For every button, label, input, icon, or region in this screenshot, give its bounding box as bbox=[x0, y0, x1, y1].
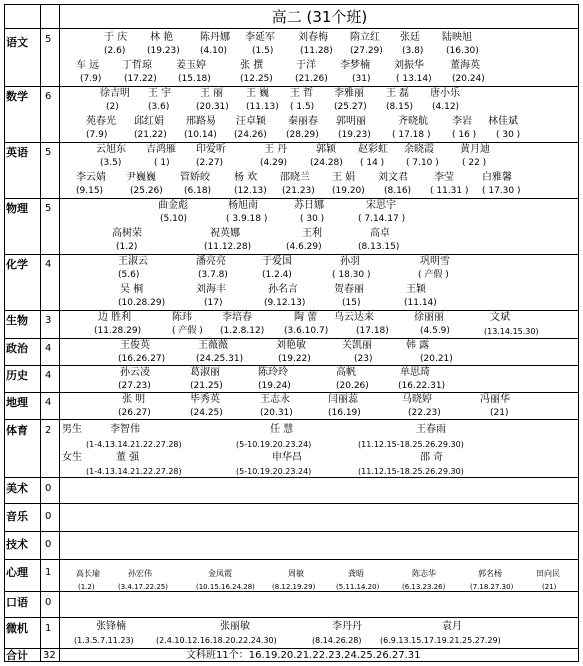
teacher-name: 王薇薇 bbox=[198, 340, 228, 351]
class-list: (25.26) bbox=[130, 186, 163, 196]
class-list: ( 18.30 ) bbox=[332, 270, 371, 280]
teacher-name: 齐晓航 bbox=[398, 116, 428, 127]
class-list: (1.3.5.7.11.23) bbox=[74, 636, 134, 645]
subject-label: 合计 bbox=[6, 649, 28, 662]
teacher-count: 3 bbox=[45, 315, 52, 326]
teacher-name: 于 庆 bbox=[104, 32, 128, 43]
teacher-name: 李延军 bbox=[245, 32, 275, 43]
class-list: (21.25) bbox=[190, 381, 223, 391]
teacher-name: 高卓 bbox=[370, 228, 390, 239]
teacher-name: 陈志华 bbox=[412, 569, 436, 578]
class-list: (6.13.23.26) bbox=[402, 583, 446, 591]
subject-label: 地理 bbox=[6, 396, 28, 409]
class-list: (22.23) bbox=[408, 408, 441, 418]
teacher-count: 4 bbox=[45, 370, 52, 381]
class-list: (21) bbox=[490, 408, 509, 418]
teacher-name: 刘海丰 bbox=[196, 284, 226, 295]
class-list: ( 7.10 ) bbox=[406, 158, 439, 168]
teacher-count: 0 bbox=[45, 539, 52, 550]
teacher-name: 丁哲琼 bbox=[122, 60, 152, 71]
teacher-count: 2 bbox=[45, 425, 52, 436]
teacher-name: 郭颖 bbox=[316, 144, 336, 155]
teacher-name: 李云婧 bbox=[76, 172, 106, 183]
class-list: ( 产假 ) bbox=[172, 326, 203, 336]
teacher-name: 李智伟 bbox=[110, 424, 140, 435]
class-list: (7.9) bbox=[86, 130, 108, 140]
class-list: (19.23) bbox=[338, 130, 371, 140]
class-list: ( 22 ) bbox=[462, 158, 487, 168]
teacher-name: 秦丽春 bbox=[288, 116, 318, 127]
teacher-name: 苏日娜 bbox=[294, 200, 324, 211]
teacher-name: 冯丽华 bbox=[480, 394, 510, 405]
class-list: (20.31) bbox=[260, 408, 293, 418]
class-list: (4.10) bbox=[200, 46, 228, 56]
class-list: (3.8) bbox=[402, 46, 424, 56]
class-list: (5.11.14.20) bbox=[336, 583, 380, 591]
subject-label: 音乐 bbox=[6, 510, 28, 523]
teacher-name: 张 明 bbox=[122, 394, 146, 405]
row-divider bbox=[4, 254, 579, 255]
teacher-count: 5 bbox=[45, 147, 52, 158]
teacher-name: 李梦楠 bbox=[340, 60, 370, 71]
class-list: (11.13) bbox=[246, 102, 279, 112]
gender-label: 女生 bbox=[62, 452, 82, 463]
class-list: (26.27) bbox=[118, 408, 151, 418]
teacher-name: 王 巍 bbox=[246, 88, 270, 99]
teacher-name: 董 强 bbox=[116, 452, 140, 463]
teacher-name: 高长瑜 bbox=[76, 569, 100, 578]
teacher-name: 李雅丽 bbox=[334, 88, 364, 99]
class-list: (1.2.8.12) bbox=[220, 326, 265, 336]
teacher-name: 赵彩虹 bbox=[358, 144, 388, 155]
class-list: ( 17.18 ) bbox=[392, 130, 431, 140]
teacher-name: 刘艳敏 bbox=[276, 340, 306, 351]
class-list: (25.27) bbox=[334, 102, 367, 112]
teacher-count: 0 bbox=[45, 483, 52, 494]
class-list: (10.15.16.24.28) bbox=[196, 583, 255, 591]
teacher-name: 李丹丹 bbox=[332, 621, 362, 632]
class-list: (3.5) bbox=[100, 158, 122, 168]
teacher-name: 隋立红 bbox=[350, 32, 380, 43]
teacher-name: 吴 桐 bbox=[120, 284, 144, 295]
teacher-name: 苑春光 bbox=[86, 116, 116, 127]
class-list: (1.5) bbox=[252, 46, 274, 56]
subject-label: 生物 bbox=[6, 314, 28, 327]
class-list: (16.26.27) bbox=[118, 354, 166, 364]
teacher-count: 1 bbox=[45, 567, 52, 578]
class-list: (2) bbox=[106, 102, 119, 112]
class-list: (3.6.10.7) bbox=[284, 326, 329, 336]
teacher-name: 周敏 bbox=[288, 569, 304, 578]
teacher-name: 汪卓颖 bbox=[236, 116, 266, 127]
gender-label: 男生 bbox=[62, 424, 82, 435]
class-list: ( 产假 ) bbox=[418, 270, 449, 280]
class-list: (8.16) bbox=[384, 186, 412, 196]
class-list: (24.26) bbox=[234, 130, 267, 140]
subject-label: 技术 bbox=[6, 538, 28, 551]
row-divider bbox=[4, 419, 579, 420]
row-divider bbox=[4, 86, 579, 87]
class-list: (3.4.17.22.25) bbox=[118, 583, 168, 591]
teacher-name: 金凤霞 bbox=[208, 569, 232, 578]
teacher-name: 张廷 bbox=[400, 32, 420, 43]
subject-label: 英语 bbox=[6, 146, 28, 159]
teacher-name: 李培春 bbox=[222, 312, 252, 323]
class-list: (16.30) bbox=[446, 46, 479, 56]
row-divider bbox=[4, 648, 579, 649]
class-list: (19.23) bbox=[147, 46, 180, 56]
class-list: (16.19) bbox=[328, 408, 361, 418]
teacher-name: 孙名言 bbox=[268, 284, 298, 295]
class-list: (19.24) bbox=[258, 381, 291, 391]
class-list: (28.29) bbox=[286, 130, 319, 140]
teacher-name: 孙羽 bbox=[340, 256, 360, 267]
row-divider bbox=[4, 392, 579, 393]
teacher-name: 王 宇 bbox=[148, 88, 172, 99]
class-list: (6.18) bbox=[184, 186, 212, 196]
teacher-name: 余晓霞 bbox=[404, 144, 434, 155]
class-list: (1.2.4) bbox=[262, 270, 292, 280]
teacher-count: 4 bbox=[45, 397, 52, 408]
teacher-name: 林佳斌 bbox=[488, 116, 518, 127]
teacher-count: 4 bbox=[45, 259, 52, 270]
teacher-name: 乌云达来 bbox=[334, 312, 374, 323]
teacher-name: 陈玲玲 bbox=[258, 367, 288, 378]
class-list: (9.15) bbox=[76, 186, 104, 196]
teacher-name: 董海英 bbox=[450, 60, 480, 71]
teacher-name: 王 娟 bbox=[332, 172, 356, 183]
teacher-name: 王淑云 bbox=[118, 256, 148, 267]
teacher-name: 王颖 bbox=[406, 284, 426, 295]
class-list: (11.14) bbox=[404, 298, 437, 308]
class-list: (20.21) bbox=[420, 354, 453, 364]
teacher-name: 马晓婷 bbox=[402, 394, 432, 405]
teacher-name: 唐小乐 bbox=[430, 88, 460, 99]
class-list: (3.7.8) bbox=[198, 270, 228, 280]
teacher-count: 5 bbox=[45, 203, 52, 214]
class-list: (2.27) bbox=[196, 158, 224, 168]
teacher-name: 姜玉婷 bbox=[176, 60, 206, 71]
teacher-name: 巩明雪 bbox=[420, 256, 450, 267]
teacher-name: 黄月迪 bbox=[460, 144, 490, 155]
teacher-name: 杨 欢 bbox=[234, 172, 258, 183]
class-list: (23) bbox=[354, 354, 373, 364]
class-list: (16.22.31) bbox=[398, 381, 446, 391]
teacher-name: 王俊英 bbox=[120, 340, 150, 351]
teacher-name: 于爱国 bbox=[262, 256, 292, 267]
class-list: (11.28.29) bbox=[94, 326, 142, 336]
teacher-name: 刘春梅 bbox=[298, 32, 328, 43]
teacher-name: 郭名杨 bbox=[478, 569, 502, 578]
row-divider bbox=[4, 28, 579, 29]
class-list: (5-10.19.20.23.24) bbox=[236, 467, 312, 476]
teacher-name: 管娇皎 bbox=[180, 172, 210, 183]
class-list: ( 13.14) bbox=[396, 74, 432, 84]
class-list: (5.6) bbox=[118, 270, 140, 280]
teacher-name: 李莹 bbox=[434, 172, 454, 183]
teacher-name: 潘亮亮 bbox=[196, 256, 226, 267]
subject-label: 化学 bbox=[6, 258, 28, 271]
teacher-name: 吉鸿雁 bbox=[146, 144, 176, 155]
class-list: ( 1) bbox=[154, 158, 170, 168]
teacher-name: 龚晤 bbox=[348, 569, 364, 578]
teacher-name: 王 哲 bbox=[290, 88, 314, 99]
class-list: (4.6.29) bbox=[286, 242, 322, 252]
row-divider bbox=[4, 198, 579, 199]
teacher-name: 任 慧 bbox=[270, 424, 294, 435]
teacher-name: 陆映旭 bbox=[442, 32, 472, 43]
class-list: (11.12.15-18.25.26.29.30) bbox=[358, 440, 464, 449]
class-list: ( 17.30 ) bbox=[482, 186, 521, 196]
subject-label: 微机 bbox=[6, 622, 28, 635]
class-list: (10.14) bbox=[184, 130, 217, 140]
teacher-name: 刘文君 bbox=[378, 172, 408, 183]
teacher-name: 曲金彪 bbox=[158, 200, 188, 211]
teacher-name: 李岩 bbox=[452, 116, 472, 127]
teacher-name: 高树荣 bbox=[112, 228, 142, 239]
teacher-name: 邵 奇 bbox=[420, 452, 444, 463]
teacher-name: 郭明丽 bbox=[336, 116, 366, 127]
teacher-name: 王 丹 bbox=[264, 144, 288, 155]
class-list: (20.26) bbox=[336, 381, 369, 391]
class-list: (4.12) bbox=[432, 102, 460, 112]
teacher-name: 张丽敏 bbox=[220, 621, 250, 632]
class-list: (20.31) bbox=[196, 102, 229, 112]
teacher-count: 5 bbox=[45, 34, 52, 45]
teacher-name: 关凯丽 bbox=[342, 340, 372, 351]
class-list: (13.14.15.30) bbox=[484, 327, 539, 336]
teacher-name: 白雅馨 bbox=[482, 172, 512, 183]
class-list: (1.2) bbox=[116, 242, 138, 252]
class-list: (21.23) bbox=[282, 186, 315, 196]
teacher-name: 尹巍巍 bbox=[126, 172, 156, 183]
class-list: (4.29) bbox=[260, 158, 288, 168]
teacher-name: 印爱听 bbox=[196, 144, 226, 155]
teacher-name: 徐丽丽 bbox=[414, 312, 444, 323]
teacher-count: 0 bbox=[45, 597, 52, 608]
class-list: (9.12.13) bbox=[264, 298, 306, 308]
class-list: (7.9) bbox=[80, 74, 102, 84]
teacher-count: 32 bbox=[43, 650, 56, 661]
class-list: (8.12.19.29) bbox=[272, 583, 316, 591]
teacher-name: 王志永 bbox=[260, 394, 290, 405]
teacher-name: 于洋 bbox=[296, 60, 316, 71]
class-list: (8.15) bbox=[386, 102, 414, 112]
row-divider bbox=[4, 142, 579, 143]
teacher-name: 张锋楠 bbox=[96, 621, 126, 632]
teacher-name: 徐吉明 bbox=[100, 88, 130, 99]
teacher-name: 邱红娟 bbox=[134, 116, 164, 127]
teacher-name: 云旭东 bbox=[96, 144, 126, 155]
teacher-name: 单思琦 bbox=[400, 367, 430, 378]
row-divider bbox=[4, 310, 579, 311]
class-list: ( 30 ) bbox=[496, 130, 521, 140]
teacher-name: 王利 bbox=[302, 228, 322, 239]
teacher-name: 陈玮 bbox=[172, 312, 192, 323]
class-list: (21.22) bbox=[134, 130, 167, 140]
subject-label: 政治 bbox=[6, 342, 28, 355]
class-list: (15) bbox=[342, 298, 361, 308]
teacher-name: 宋思宇 bbox=[366, 200, 396, 211]
class-list: (27.29) bbox=[350, 46, 383, 56]
teacher-name: 王 丽 bbox=[200, 88, 224, 99]
teacher-name: 文斌 bbox=[490, 312, 510, 323]
teacher-name: 陈丹娜 bbox=[200, 32, 230, 43]
teacher-name: 葛淑丽 bbox=[190, 367, 220, 378]
class-list: (1.2) bbox=[78, 583, 95, 591]
class-list: (8.14.26.28) bbox=[312, 636, 362, 645]
column-divider bbox=[59, 4, 60, 662]
class-list: (24.25.31) bbox=[196, 354, 244, 364]
class-list: (15.18) bbox=[178, 74, 211, 84]
class-list: ( 11.31 ) bbox=[430, 186, 469, 196]
teacher-name: 袁月 bbox=[442, 621, 462, 632]
teacher-name: 边 胜利 bbox=[98, 312, 132, 323]
subject-label: 美术 bbox=[6, 482, 28, 495]
teacher-name: 韩 露 bbox=[406, 340, 430, 351]
class-list: (24.25) bbox=[190, 408, 223, 418]
class-list: (17.18) bbox=[356, 326, 389, 336]
class-list: ( 30 ) bbox=[300, 214, 325, 224]
class-list: ( 14 ) bbox=[360, 158, 385, 168]
class-list: (1-4.13.14.21.22.27.28) bbox=[86, 440, 182, 449]
teacher-name: 王 磊 bbox=[386, 88, 410, 99]
subject-label: 历史 bbox=[6, 369, 28, 382]
row-divider bbox=[4, 559, 579, 560]
class-list: (31) bbox=[352, 74, 371, 84]
class-list: ( 3.9.18 ) bbox=[226, 214, 268, 224]
teacher-count: 0 bbox=[45, 511, 52, 522]
class-list: (24.28) bbox=[310, 158, 343, 168]
class-list: (21.26) bbox=[295, 74, 328, 84]
teacher-name: 邵晓兰 bbox=[280, 172, 310, 183]
teacher-name: 王春雨 bbox=[416, 424, 446, 435]
class-list: (11.28) bbox=[300, 46, 333, 56]
row-divider bbox=[4, 338, 579, 339]
teacher-name: 申华昌 bbox=[272, 452, 302, 463]
teacher-name: 杨旭南 bbox=[228, 200, 258, 211]
class-list: (5-10.19.20.23.24) bbox=[236, 440, 312, 449]
teacher-name: 孙云凌 bbox=[120, 367, 150, 378]
class-list: (3.6) bbox=[148, 102, 170, 112]
class-list: (11.12.28) bbox=[204, 242, 252, 252]
teacher-count: 1 bbox=[45, 623, 52, 634]
teacher-name: 田向民 bbox=[536, 569, 560, 578]
teacher-name: 孙宏伟 bbox=[128, 569, 152, 578]
class-list: ( 7.14.17 ) bbox=[358, 214, 406, 224]
page-title: 高二 (31个班) bbox=[271, 8, 368, 26]
subject-label: 语文 bbox=[6, 36, 28, 49]
class-list: (8.13.15) bbox=[358, 242, 400, 252]
class-list: (1-4.13.14.21.22.27.28) bbox=[86, 467, 182, 476]
class-list: (10.28.29) bbox=[118, 298, 166, 308]
row-divider bbox=[4, 503, 579, 504]
class-list: (19.22) bbox=[278, 354, 311, 364]
subject-label: 数学 bbox=[6, 90, 28, 103]
class-list: (12.25) bbox=[240, 74, 273, 84]
class-list: (27.23) bbox=[118, 381, 151, 391]
subject-label: 体育 bbox=[6, 424, 28, 437]
row-divider bbox=[4, 617, 579, 618]
class-list: (2.6) bbox=[104, 46, 126, 56]
teacher-name: 车 远 bbox=[76, 60, 100, 71]
subject-label: 心理 bbox=[6, 566, 28, 579]
class-list: ( 1.5) bbox=[290, 102, 315, 112]
teacher-name: 邢路易 bbox=[186, 116, 216, 127]
class-list: (2.4.10.12.16.18.20.22.24.30) bbox=[156, 636, 277, 645]
teacher-count: 4 bbox=[45, 343, 52, 354]
class-list: (7.18.27.30) bbox=[470, 583, 514, 591]
class-list: (12.13) bbox=[234, 186, 267, 196]
teacher-name: 陶 蕾 bbox=[294, 312, 318, 323]
class-list: (4.5.9) bbox=[420, 326, 450, 336]
class-list: (5.10) bbox=[160, 214, 188, 224]
teacher-name: 刘振华 bbox=[394, 60, 424, 71]
teacher-name: 毕秀英 bbox=[190, 394, 220, 405]
column-divider bbox=[40, 4, 41, 662]
teacher-name: 贺春丽 bbox=[334, 284, 364, 295]
row-divider bbox=[4, 365, 579, 366]
class-list: (17) bbox=[204, 298, 223, 308]
teacher-count: 6 bbox=[45, 91, 52, 102]
teacher-name: 林 艳 bbox=[150, 32, 174, 43]
row-divider bbox=[4, 531, 579, 532]
teacher-name: 闫丽蕊 bbox=[328, 394, 358, 405]
subject-label: 口语 bbox=[6, 596, 28, 609]
class-list: ( 16 ) bbox=[452, 130, 477, 140]
class-list: (17.22) bbox=[124, 74, 157, 84]
subject-label: 物理 bbox=[6, 202, 28, 215]
teacher-name: 高帆 bbox=[336, 367, 356, 378]
teacher-name: 张 撰 bbox=[240, 60, 264, 71]
class-list: (20.24) bbox=[452, 74, 485, 84]
teacher-name: 祝英娜 bbox=[210, 228, 240, 239]
class-list: (11.12.15-18.25.26.29.30) bbox=[358, 467, 464, 476]
class-list: (6.9.13.15.17.19.21.25.27.29) bbox=[380, 636, 501, 645]
footer-note: 文科班11个：16.19.20.21.22.23.24.25.26.27.31 bbox=[186, 650, 421, 661]
class-list: (21) bbox=[542, 583, 557, 591]
class-list: (19.20) bbox=[332, 186, 365, 196]
